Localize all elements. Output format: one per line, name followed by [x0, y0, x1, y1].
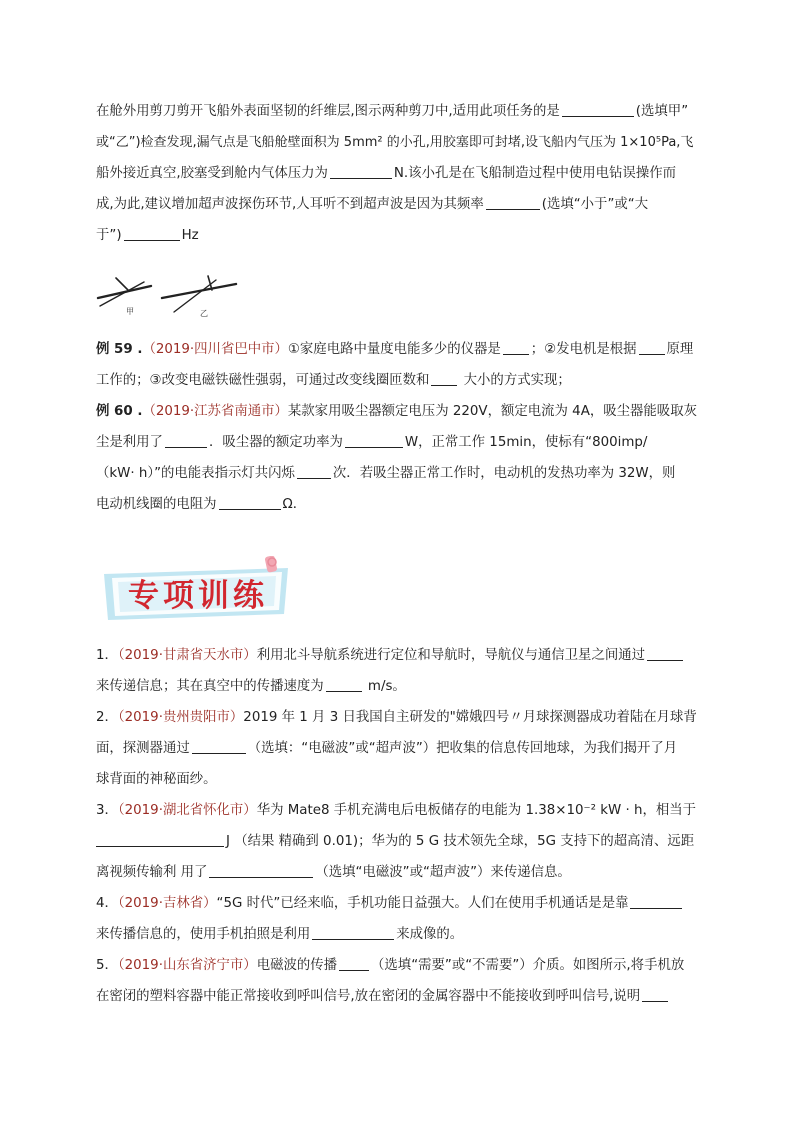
text: “5G 时代”已经来临，手机功能日益强大。人们在使用手机通话是是靠	[216, 896, 629, 911]
text: 来传播信息的，使用手机拍照是利用	[96, 927, 311, 942]
source-label: （2019·湖北省怀化市）	[117, 803, 257, 818]
question-3-line-2	[96, 826, 701, 857]
question-2-line-2	[96, 733, 701, 764]
answer-blank	[297, 463, 331, 479]
section-banner	[98, 556, 298, 628]
text: 来传递信息；其在真空中的传播速度为	[96, 679, 324, 694]
source-label: （2019·吉林省）	[117, 896, 217, 911]
question-5-line-1	[96, 950, 701, 981]
question-4-line-1	[96, 888, 701, 919]
text: 2019 年 1 月 3 日我国自主研发的"嫦娥四号〃月球探测器成功着陆在月球背	[243, 710, 697, 725]
example-60-line-4	[96, 489, 701, 520]
question-number: 3．	[96, 803, 118, 818]
answer-blank	[345, 432, 403, 448]
text: 离视频传输利 用了	[96, 865, 208, 880]
banner-title: 专项训练	[128, 578, 268, 614]
answer-blank	[330, 163, 392, 179]
text: 利用北斗导航系统进行定位和导航时，导航仪与通信卫星之间通过	[256, 648, 646, 663]
text: 电磁波的传播	[256, 958, 338, 973]
top-question-line-1	[96, 96, 701, 127]
text: 来成像的。	[396, 927, 464, 942]
answer-blank	[219, 494, 281, 510]
scissors-figure	[96, 268, 246, 320]
text: 尘是利用了	[96, 435, 163, 450]
top-question-line-2	[96, 127, 701, 158]
figure-label-yi: 乙	[200, 309, 208, 318]
text: N.该小孔是在飞船制造过程中使用电钻误操作而	[393, 166, 676, 181]
text: m/s。	[363, 679, 406, 694]
question-number: 2．	[96, 710, 118, 725]
question-2-line-3	[96, 764, 701, 795]
top-question-line-4	[96, 189, 701, 220]
text: 工作的；③改变电磁铁磁性强弱，可通过改变线圈匝数和	[96, 373, 430, 388]
text: （选填“需要”或“不需要”）介质。如图所示,将手机放	[371, 958, 685, 973]
text: 球背面的神秘面纱。	[96, 772, 217, 787]
text: 大小的方式实现；	[459, 373, 571, 388]
example-59-line-1	[96, 334, 701, 365]
answer-blank	[165, 432, 207, 448]
example-number: 例 60 .	[96, 404, 143, 419]
source-label: （2019·甘肃省天水市）	[117, 648, 257, 663]
answer-blank	[209, 862, 313, 878]
example-60-line-1	[96, 396, 701, 427]
text: 原理	[666, 342, 694, 357]
top-question-line-3	[96, 158, 701, 189]
question-3-line-3	[96, 857, 701, 888]
source-label: （2019·山东省济宁市）	[117, 958, 257, 973]
question-3-line-1	[96, 795, 701, 826]
example-60-line-2	[96, 427, 701, 458]
text: ．吸尘器的额定功率为	[208, 435, 343, 450]
answer-blank	[96, 831, 224, 847]
answer-blank	[562, 101, 634, 117]
text: ①家庭电路中量度电能多少的仪器是	[287, 342, 501, 357]
text: ；②发电机是根据	[530, 342, 637, 357]
text: 面，探测器通过	[96, 741, 190, 756]
question-2-line-1	[96, 702, 701, 733]
text: 或“乙”)检查发现,漏气点是飞船舱壁面积为 5mm² 的小孔,用胶塞即可封堵,设飞船内气压为 1×10⁵Pa,飞	[96, 135, 694, 150]
question-1-line-1	[96, 640, 701, 671]
question-5-line-2	[96, 981, 701, 1012]
question-number: 5．	[96, 958, 118, 973]
answer-blank	[124, 225, 180, 241]
text: 成,为此,建议增加超声波探伤环节,人耳听不到超声波是因为其频率	[96, 197, 484, 212]
top-question-line-5	[96, 220, 701, 251]
answer-blank	[486, 194, 540, 210]
text: 在密闭的塑料容器中能正常接收到呼叫信号,放在密闭的金属容器中不能接收到呼叫信号,说明	[96, 989, 641, 1004]
text: Ω．	[282, 497, 307, 512]
answer-blank	[503, 339, 529, 355]
text: (选填“小于”或“大	[541, 197, 649, 212]
text: （选填：“电磁波”或“超声波”）把收集的信息传回地球，为我们揭开了月	[247, 741, 678, 756]
text: W，正常工作 15min，使标有“800imp/	[404, 435, 648, 450]
text: 次．若吸尘器正常工作时，电动机的发热功率为 32W，则	[332, 466, 676, 481]
source-label: （2019·江苏省南通市）	[142, 404, 288, 419]
text: 电动机线圈的电阻为	[96, 497, 217, 512]
scissors-icon	[96, 268, 246, 320]
example-60-line-3	[96, 458, 701, 489]
text: 船外接近真空,胶塞受到舱内气体压力为	[96, 166, 328, 181]
text: 某款家用吸尘器额定电压为 220V，额定电流为 4A，吸尘器能吸取灰	[287, 404, 697, 419]
question-4-line-2	[96, 919, 701, 950]
source-label: （2019·贵州贵阳市）	[117, 710, 244, 725]
answer-blank	[339, 955, 369, 971]
answer-blank	[312, 924, 394, 940]
answer-blank	[192, 738, 246, 754]
text: Hz	[181, 228, 199, 243]
text: (选填甲”	[635, 104, 689, 119]
figure-label-jia: 甲	[126, 307, 134, 316]
answer-blank	[630, 893, 682, 909]
text: 于”)	[96, 228, 122, 243]
answer-blank	[647, 645, 683, 661]
answer-blank	[431, 370, 457, 386]
answer-blank	[642, 986, 668, 1002]
text: J （结果 精确到 0.01)；华为的 5 G 技术领先全球，5G 支持下的超高清、远距	[226, 834, 695, 849]
text: （选填“电磁波”或“超声波”）来传递信息。	[315, 865, 571, 880]
answer-blank	[639, 339, 665, 355]
question-number: 4．	[96, 896, 118, 911]
source-label: （2019·四川省巴中市）	[142, 342, 288, 357]
question-1-line-2	[96, 671, 701, 702]
answer-blank	[326, 676, 362, 692]
text: 华为 Mate8 手机充满电后电板储存的电能为 1.38×10⁻² kW · h，相当于	[256, 803, 697, 818]
example-number: 例 59 .	[96, 342, 143, 357]
text: （kW· h）”的电能表指示灯共闪烁	[96, 466, 295, 481]
text: 在舱外用剪刀剪开飞船外表面坚韧的纤维层,图示两种剪刀中,适用此项任务的是	[96, 104, 560, 119]
example-59-line-2	[96, 365, 701, 396]
question-number: 1．	[96, 648, 118, 663]
